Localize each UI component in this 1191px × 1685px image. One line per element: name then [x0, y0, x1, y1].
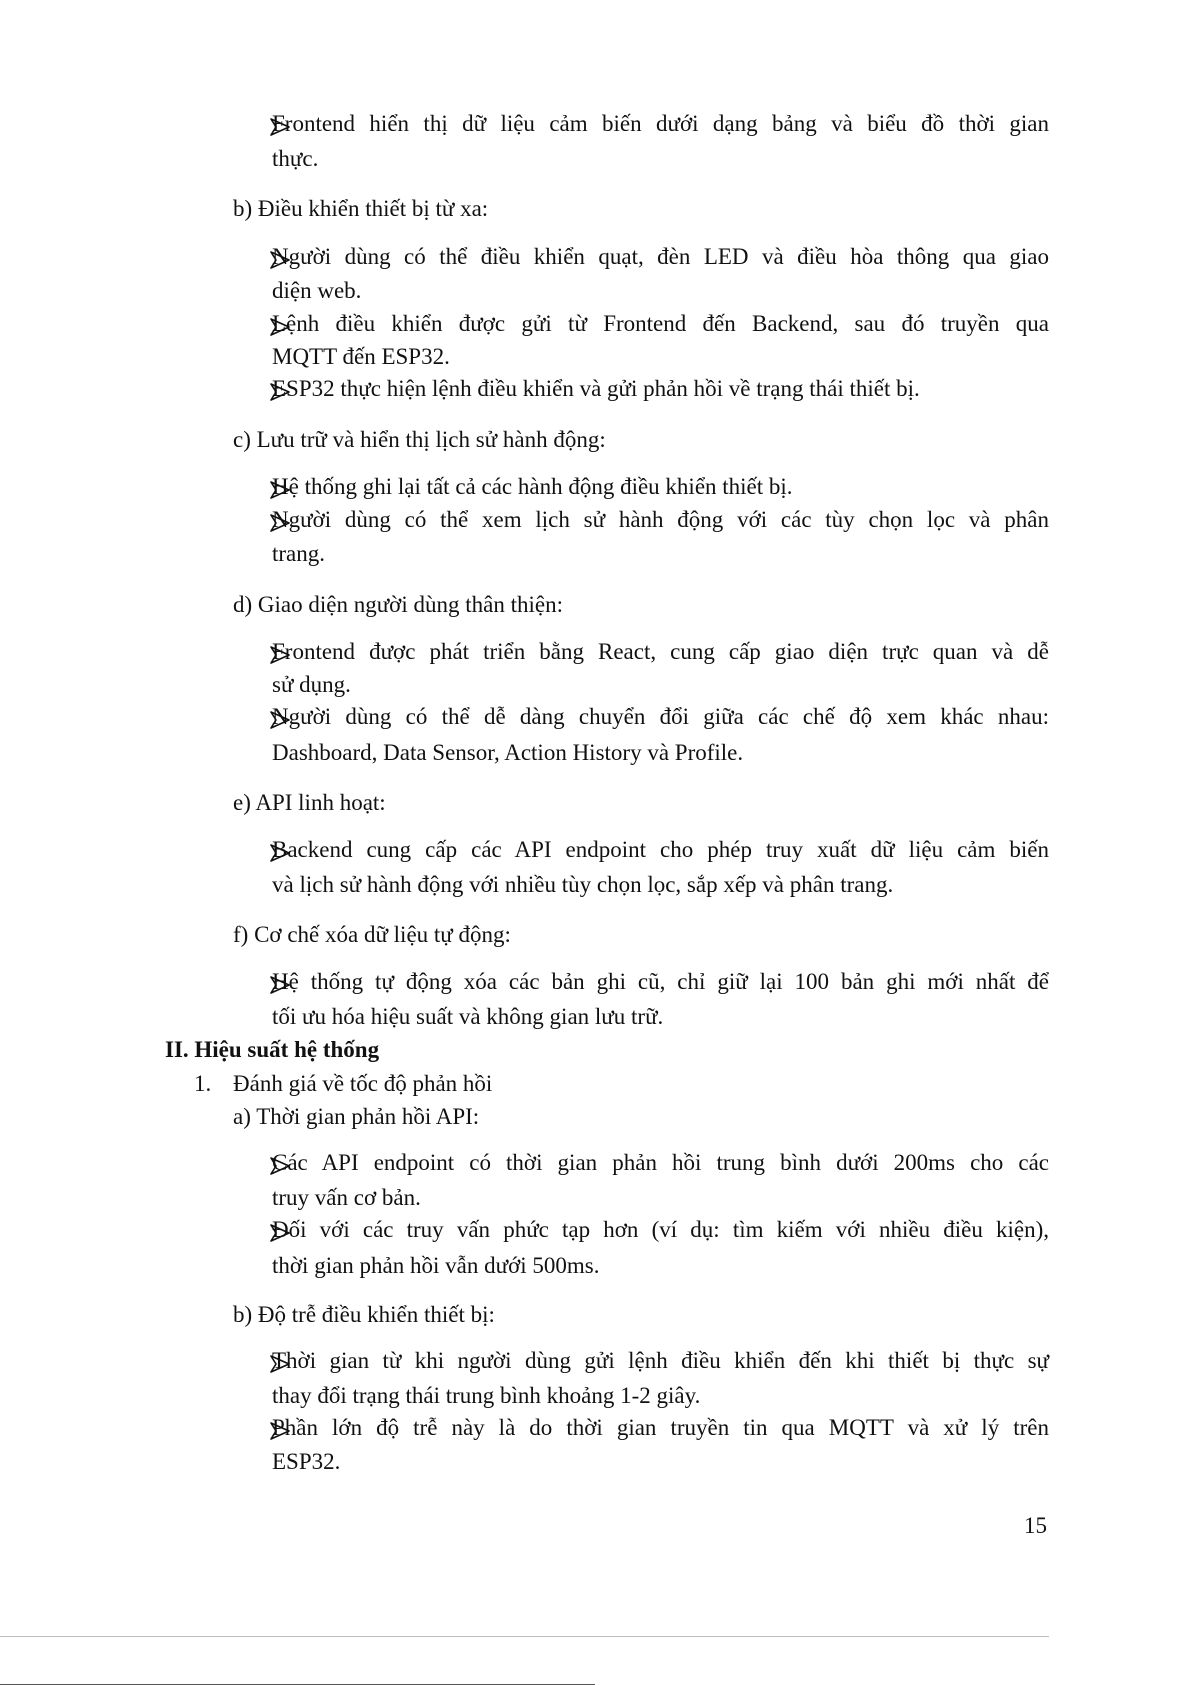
body-line: thời gian phản hồi vẫn dưới 500ms. [272, 1253, 600, 1278]
subheading-a: a) Thời gian phản hồi API: [233, 1104, 480, 1129]
numbered-subheading: Đánh giá về tốc độ phản hồi [233, 1071, 493, 1096]
body-line: Thời gian từ khi người dùng gửi lệnh điều khiển đến khi thiết bị thực sự [272, 1348, 1049, 1373]
body-line: ESP32 thực hiện lệnh điều khiển và gửi phản hồi về trạng thái thiết bị. [272, 376, 920, 401]
body-line: Hệ thống ghi lại tất cả các hành động điều khiển thiết bị. [272, 474, 793, 499]
body-line: Dashboard, Data Sensor, Action History và Profile. [272, 740, 744, 765]
subheading-b2: b) Độ trễ điều khiển thiết bị: [233, 1302, 495, 1327]
body-line: Hệ thống tự động xóa các bản ghi cũ, chỉ giữ lại 100 bản ghi mới nhất để [272, 969, 1049, 994]
body-line: và lịch sử hành động với nhiều tùy chọn lọc, sắp xếp và phân trang. [272, 872, 894, 897]
subheading-c: c) Lưu trữ và hiển thị lịch sử hành động: [233, 427, 606, 452]
subheading-d: d) Giao diện người dùng thân thiện: [233, 592, 563, 617]
body-line: thay đổi trạng thái trung bình khoảng 1-2 giây. [272, 1383, 701, 1408]
body-line: Người dùng có thể dễ dàng chuyển đổi giữa các chế độ xem khác nhau: [272, 704, 1049, 729]
subheading-e: e) API linh hoạt: [233, 790, 386, 815]
body-line: Người dùng có thể xem lịch sử hành động với các tùy chọn lọc và phân [272, 507, 1049, 532]
page-number: 15 [1024, 1513, 1047, 1538]
subheading-b: b) Điều khiển thiết bị từ xa: [233, 196, 489, 221]
body-line: Lệnh điều khiển được gửi từ Frontend đến Backend, sau đó truyền qua [272, 311, 1049, 336]
body-line: tối ưu hóa hiệu suất và không gian lưu trữ. [272, 1004, 664, 1029]
subheading-f: f) Cơ chế xóa dữ liệu tự động: [233, 922, 511, 947]
body-line: Frontend hiển thị dữ liệu cảm biến dưới dạng bảng và biểu đồ thời gian [272, 111, 1049, 136]
body-line: Phần lớn độ trễ này là do thời gian truyền tin qua MQTT và xử lý trên [272, 1415, 1049, 1440]
section-heading: II. Hiệu suất hệ thống [165, 1037, 380, 1062]
footer-divider [0, 1636, 1049, 1637]
body-line: diện web. [272, 278, 362, 303]
body-line: Các API endpoint có thời gian phản hồi trung bình dưới 200ms cho các [272, 1150, 1049, 1175]
body-line: Người dùng có thể điều khiển quạt, đèn LED và điều hòa thông qua giao [272, 244, 1049, 269]
body-line: Backend cung cấp các API endpoint cho phép truy xuất dữ liệu cảm biến [272, 837, 1049, 862]
body-line: MQTT đến ESP32. [272, 344, 450, 369]
body-line: trang. [272, 541, 326, 566]
body-line: thực. [272, 146, 319, 171]
body-line: truy vấn cơ bản. [272, 1185, 421, 1210]
body-line: Đối với các truy vấn phức tạp hơn (ví dụ: tìm kiếm với nhiều điều kiện), [272, 1217, 1049, 1242]
list-number: 1. [194, 1071, 212, 1096]
body-line: Frontend được phát triển bằng React, cung cấp giao diện trực quan và dễ [272, 639, 1049, 664]
body-line: sử dụng. [272, 672, 351, 697]
body-line: ESP32. [272, 1449, 341, 1474]
